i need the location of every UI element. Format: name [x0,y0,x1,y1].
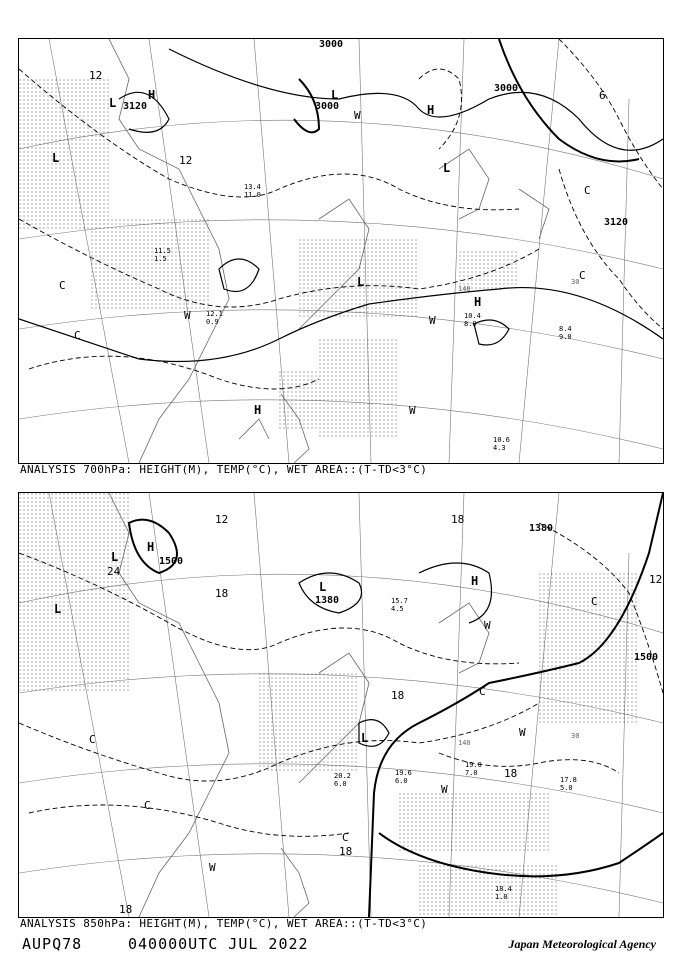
cold-area-mark: C [342,831,349,844]
low-pressure-mark: L [361,731,369,745]
warm-area-mark: W [184,309,191,322]
map-700hpa-chart [19,39,663,463]
station-temp: 13.4 [244,183,261,191]
low-pressure-mark: L [109,96,117,110]
cold-area-mark: C [479,685,486,698]
station-dewpoint-depression: 9.0 [559,333,572,341]
high-pressure-mark: H [147,540,155,554]
low-pressure-mark: L [54,602,62,616]
height-label: 3000 [319,39,344,50]
height-label: 1380 [315,595,340,606]
cold-area-mark: C [591,595,598,608]
isotherm-label: 12 [649,573,663,586]
station-temp: 18.4 [495,885,512,893]
station-temp: 15.7 [391,597,408,605]
warm-area-mark: W [484,619,491,632]
low-pressure-mark: L [331,88,339,102]
station-dewpoint-depression: 8.0 [464,320,477,328]
station-temp: 8.4 [559,325,572,333]
station-temp: 12.1 [206,310,223,318]
warm-area-mark: W [429,314,436,327]
station-temp: 10.6 [493,436,510,444]
caption-700hpa: ANALYSIS 700hPa: HEIGHT(M), TEMP(°C), WET AREA::(T-TD<3°C) [20,463,428,476]
chart-code: AUPQ78 [22,935,83,953]
station-dewpoint-depression: 1.5 [154,255,167,263]
isotherm-label: 6 [599,89,606,102]
isotherm-label: 18 [339,845,353,858]
warm-area-mark: W [409,404,416,417]
low-pressure-mark: L [52,151,60,165]
isotherm-label: 24 [107,565,121,578]
lon-label: 140 [458,285,471,293]
low-pressure-mark: L [319,580,327,594]
lat-label: 30 [571,278,580,286]
map-panel-700hpa [18,38,664,464]
cold-area-mark: C [89,733,96,746]
station-dewpoint-depression: 0.9 [206,318,219,326]
height-label: 3000 [494,83,519,94]
station-dewpoint-depression: 4.5 [391,605,404,613]
station-dewpoint-depression: 5.0 [560,784,573,792]
height-label: 1500 [159,556,184,567]
lon-label: 140 [458,739,471,747]
low-pressure-mark: L [357,275,365,289]
station-temp: 19.6 [395,769,412,777]
agency-name: Japan Meteorological Agency [508,937,656,951]
station-dewpoint-depression: 1.0 [495,893,508,901]
cold-area-mark: C [584,184,591,197]
isotherm-label: 18 [215,587,229,600]
station-temp: 11.5 [154,247,171,255]
isotherm-label: 18 [504,767,518,780]
low-pressure-mark: L [443,161,451,175]
station-dewpoint-depression: 7.0 [465,769,478,777]
station-dewpoint-depression: 6.0 [334,780,347,788]
cold-area-mark: C [59,279,66,292]
station-dewpoint-depression: 11.0 [244,191,261,199]
height-label: 3120 [604,217,629,228]
map-panel-850hpa [18,492,664,918]
cold-area-mark: C [74,329,81,342]
low-pressure-mark: L [111,550,119,564]
lat-label: 30 [571,732,580,740]
height-label: 1500 [634,652,659,663]
station-temp: 20.2 [334,772,351,780]
warm-area-mark: W [209,861,216,874]
high-pressure-mark: H [254,403,262,417]
high-pressure-mark: H [471,574,479,588]
station-dewpoint-depression: 6.0 [395,777,408,785]
warm-area-mark: W [519,726,526,739]
isotherm-label: 12 [215,513,229,526]
station-temp: 17.8 [560,776,577,784]
warm-area-mark: W [441,783,448,796]
warm-area-mark: W [354,109,361,122]
station-temp: 10.4 [464,312,481,320]
isotherm-label: 18 [119,903,133,916]
cold-area-mark: C [579,269,586,282]
high-pressure-mark: H [427,103,435,117]
high-pressure-mark: H [474,295,482,309]
high-pressure-mark: H [148,88,156,102]
map-850hpa-chart [19,493,663,917]
isotherm-label: 18 [391,689,405,702]
cold-area-mark: C [144,799,151,812]
height-label: 3000 [315,101,340,112]
isotherm-label: 18 [451,513,465,526]
station-temp: 19.0 [465,761,482,769]
height-label: 3120 [123,101,148,112]
height-contours [19,39,663,362]
isotherm-label: 12 [179,154,193,167]
isotherm-label: 12 [89,69,103,82]
valid-time: 040000UTC JUL 2022 [128,935,309,953]
caption-850hpa: ANALYSIS 850hPa: HEIGHT(M), TEMP(°C), WET AREA::(T-TD<3°C) [20,917,428,930]
station-dewpoint-depression: 4.3 [493,444,506,452]
height-label: 1380 [529,523,554,534]
